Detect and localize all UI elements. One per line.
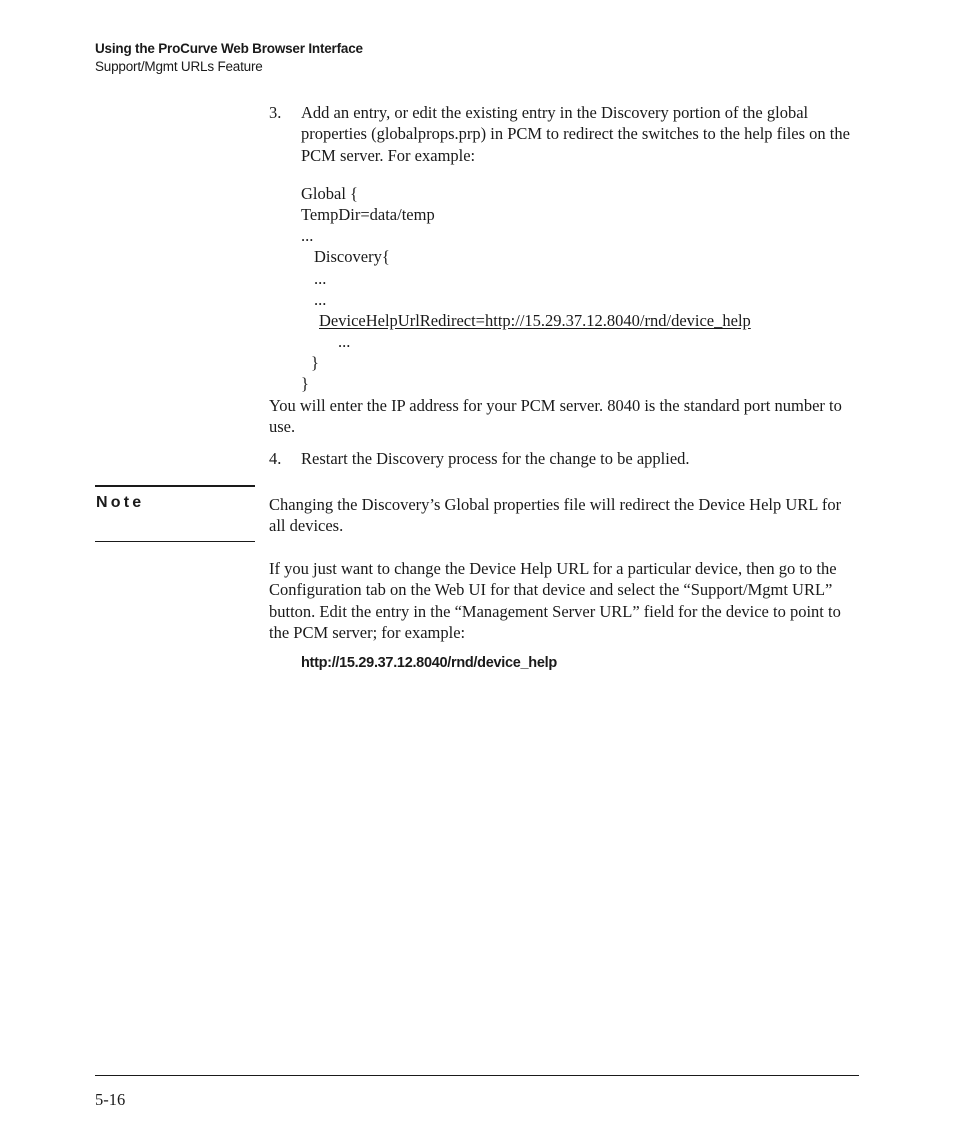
header-title: Using the ProCurve Web Browser Interface xyxy=(95,41,363,56)
code-line-redirect: DeviceHelpUrlRedirect=http://15.29.37.12.8040/rnd/device_help xyxy=(319,311,751,330)
followup-paragraph: If you just want to change the Device Help URL for a particular device, then go to the Configuration tab on the Web UI for that device and select the “Support/Mgmt URL” button. Edit the entry in the “Management Server URL” field for the device to point to the PCM server; for example: xyxy=(269,559,841,642)
code-line: TempDir=data/temp xyxy=(301,205,435,224)
step-3 xyxy=(269,102,869,166)
code-line: ... xyxy=(338,332,351,351)
page-number: 5-16 xyxy=(95,1090,126,1109)
code-line: ... xyxy=(314,290,327,309)
note-label: Note xyxy=(96,494,145,511)
step-number: 3. xyxy=(269,103,282,122)
note-text: Changing the Discovery’s Global properties file will redirect the Device Help URL for all devices. xyxy=(269,495,842,536)
header-subtitle: Support/Mgmt URLs Feature xyxy=(95,59,263,74)
code-line: } xyxy=(311,353,319,372)
note-top-rule xyxy=(95,485,255,487)
step-text: Restart the Discovery process for the change to be applied. xyxy=(301,449,690,468)
code-line: Discovery{ xyxy=(314,247,390,266)
code-line: ... xyxy=(301,226,314,245)
step-4 xyxy=(269,448,869,469)
step-text: Add an entry, or edit the existing entry in the Discovery portion of the global properties (globalprops.prp) in PCM to redirect the switches to the help files on the PCM server. For example: xyxy=(301,103,850,165)
ip-address-note: You will enter the IP address for your PCM server. 8040 is the standard port number to use. xyxy=(269,396,842,437)
code-line: } xyxy=(301,374,309,393)
example-url: http://15.29.37.12.8040/rnd/device_help xyxy=(301,655,557,671)
code-line: ... xyxy=(314,269,327,288)
code-line: Global { xyxy=(301,184,358,203)
note-bottom-rule xyxy=(95,541,255,542)
footer-rule xyxy=(95,1075,859,1076)
step-number: 4. xyxy=(269,449,282,468)
